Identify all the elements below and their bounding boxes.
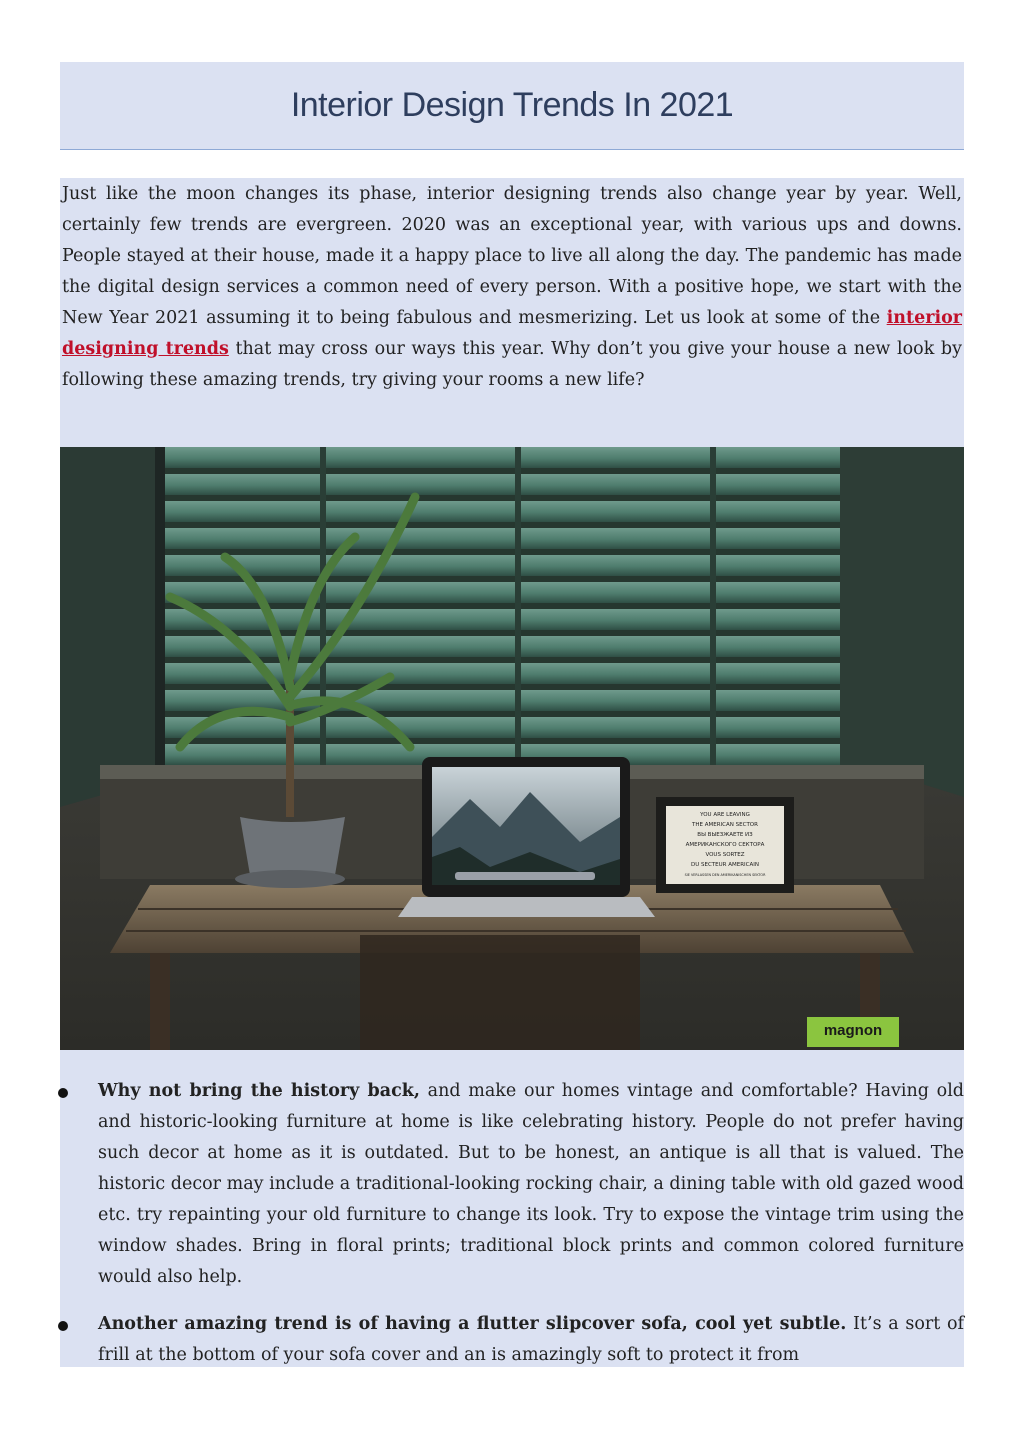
sign-line: THE AMERICAN SECTOR: [692, 822, 758, 828]
chair: [360, 935, 640, 1050]
sign-line: DU SECTEUR AMERICAIN: [690, 862, 760, 868]
document-page: [60, 62, 964, 1365]
magnon-logo: [807, 1017, 899, 1047]
list-item: [60, 1076, 964, 1293]
logo-text: magnon: [823, 1022, 883, 1039]
shutter-slat: [165, 501, 840, 522]
shutter-divider: [515, 447, 521, 767]
title-banner: [60, 62, 964, 150]
bullet-heading: Another amazing trend is of having a flutter slipcover sofa, cool yet subtle.: [98, 1314, 847, 1334]
framed-sign: [656, 797, 794, 893]
bullet-dot-icon: [58, 1321, 68, 1331]
bullet-section: [60, 1050, 964, 1367]
sign-line: SIE VERLASSEN DEN AMERIKANISCHEN SEKTOR: [684, 873, 766, 877]
bullet-text: [98, 1076, 964, 1293]
sign-line: YOU ARE LEAVING: [700, 812, 750, 818]
bullet-heading: Why not bring the history back,: [98, 1081, 420, 1101]
sign-line: ВЫ ВЫЕЗЖАЕТЕ ИЗ: [697, 832, 753, 838]
shutter-slat: [165, 636, 840, 657]
list-item: [60, 1309, 964, 1371]
shutter-slat: [165, 717, 840, 738]
shutter-divider: [320, 447, 326, 767]
sign-line: АМЕРИКАНСКОГО СЕКТОРА: [685, 842, 765, 848]
bullet-text: [98, 1309, 964, 1371]
intro-text-before: Just like the moon changes its phase, interior designing trends also change year by year. Well, certainly few trends are evergreen. 2020 was an exceptional year, with various ups and downs. People stayed at their house, made it a happy place to live all along the day. The pandemic has made the digital design services a common need of every person. With a positive hope, we start with the New Year 2021 assuming it to being fabulous and mesmerizing. Let us look at some of the: [62, 184, 962, 328]
interior-designing-trends-link[interactable]: interior designing trends: [62, 308, 962, 359]
shutter-slat: [165, 555, 840, 576]
bullet-body: It’s a sort of frill at the bottom of your sofa cover and an is amazingly soft to protect it from: [98, 1314, 964, 1365]
intro-text-after: that may cross our ways this year. Why don’t you give your house a new look by following these amazing trends, try giving your rooms a new life?: [62, 339, 963, 390]
page-title: Interior Design Trends In 2021: [290, 86, 734, 124]
intro-paragraph: [62, 178, 962, 396]
laptop: [398, 757, 655, 917]
shutter-slat: [165, 528, 840, 549]
shutter-divider: [710, 447, 716, 767]
shutter-slat: [165, 474, 840, 495]
workspace-illustration: [60, 447, 964, 1050]
hero-photo: [60, 447, 964, 1050]
sign-line: VOUS SORTEZ: [705, 852, 745, 858]
bullet-body: and make our homes vintage and comfortable? Having old and historic-looking furniture at home is like celebrating history. People do not prefer having such decor at home as it is outdated. But to be honest, an antique is all that is valued. The historic decor may include a traditional-looking rocking chair, a dining table with old gazed wood etc. try repainting your old furniture to change its look. Try to expose the vintage trim using the window shades. Bring in floral prints; traditional block prints and common colored furniture would also help.: [98, 1081, 964, 1287]
bullet-dot-icon: [58, 1088, 68, 1098]
shutter-slat: [165, 447, 840, 468]
